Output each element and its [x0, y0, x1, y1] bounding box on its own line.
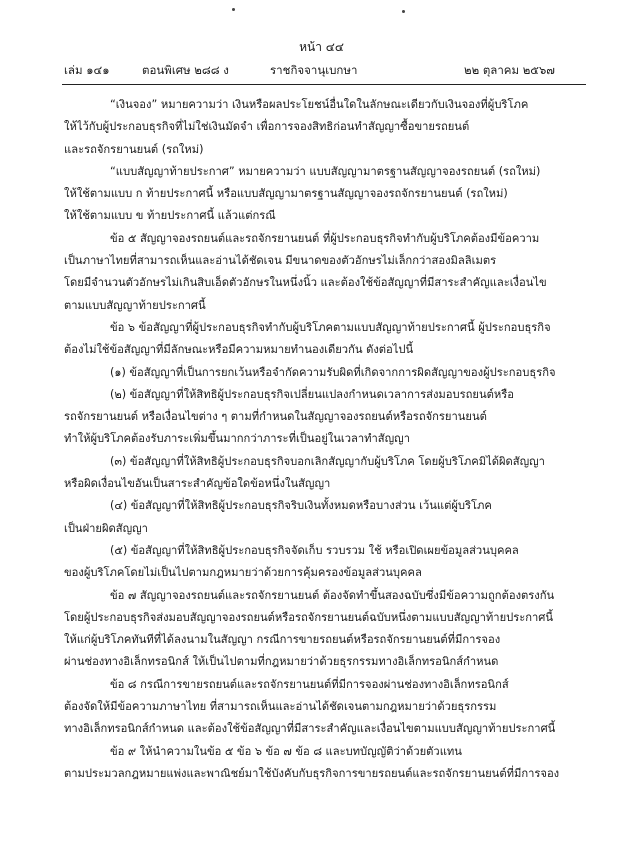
text-line: โดยมีจำนวนตัวอักษรไม่เกินสิบเอ็ดตัวอักษรในหนึ่งนิ้ว และต้องใช้ข้อสัญญาที่มีสาระสำคัญและเงื่อนไข: [64, 276, 547, 290]
text-line: ให้ใช้ตามแบบ ข ท้ายประกาศนี้ แล้วแต่กรณี: [64, 209, 276, 223]
text-line: ข้อ ๕ สัญญาจองรถยนต์และรถจักรยานยนต์ ที่ผู้ประกอบธุรกิจทำกับผู้บริโภคต้องมีข้อความ: [110, 231, 540, 245]
text-line: (๒) ข้อสัญญาที่ให้สิทธิผู้ประกอบธุรกิจเปลี่ยนแปลงกำหนดเวลาการส่งมอบรถยนต์หรือ: [110, 387, 514, 401]
header-rule: [62, 84, 586, 85]
text-line: ทางอิเล็กทรอนิกส์กำหนด และต้องใช้ข้อสัญญาที่มีสาระสำคัญและเงื่อนไขตามแบบสัญญาท้ายประกาศนี้: [64, 722, 556, 736]
text-line: เป็นฝ่ายผิดสัญญา: [64, 521, 148, 535]
text-line: ข้อ ๖ ข้อสัญญาที่ผู้ประกอบธุรกิจทำกับผู้บริโภคตามแบบสัญญาท้ายประกาศนี้ ผู้ประกอบธุรกิจ: [110, 320, 551, 334]
text-line: ต้องจัดให้มีข้อความภาษาไทย ที่สามารถเห็นและอ่านได้ชัดเจนตามกฎหมายว่าด้วยธุรกรรม: [64, 700, 497, 714]
gazette-title: ราชกิจจานุเบกษา: [270, 63, 358, 77]
text-line: ข้อ ๗ สัญญาจองรถยนต์และรถจักรยานยนต์ ต้องจัดทำขึ้นสองฉบับซึ่งมีข้อความถูกต้องตรงกัน: [110, 588, 555, 602]
text-line: ต้องไม่ใช้ข้อสัญญาที่มีลักษณะหรือมีความหมายทำนองเดียวกัน ดังต่อไปนี้: [64, 343, 414, 357]
text-line: ตามแบบสัญญาท้ายประกาศนี้: [64, 298, 206, 312]
text-line: หรือผิดเงื่อนไขอันเป็นสาระสำคัญข้อใดข้อหนึ่งในสัญญา: [64, 477, 331, 491]
volume-number: เล่ม ๑๔๑: [64, 63, 110, 77]
text-line: และรถจักรยานยนต์ (รถใหม่): [64, 142, 204, 156]
text-line: (๑) ข้อสัญญาที่เป็นการยกเว้นหรือจำกัดความรับผิดที่เกิดจากการผิดสัญญาของผู้ประกอบธุรกิจ: [110, 365, 556, 379]
text-line: ผ่านช่องทางอิเล็กทรอนิกส์ ให้เป็นไปตามที่กฎหมายว่าด้วยธุรกรรมทางอิเล็กทรอนิกส์กำหนด: [64, 655, 499, 669]
text-line: ข้อ ๙ ให้นำความในข้อ ๕ ข้อ ๖ ข้อ ๗ ข้อ ๘ และบทบัญญัติว่าด้วยตัวแทน: [110, 744, 462, 758]
text-line: ให้แก่ผู้บริโภคทันทีที่ได้ลงนามในสัญญา กรณีการขายรถยนต์หรือรถจักรยานยนต์ที่มีการจอง: [64, 633, 501, 647]
text-line: “แบบสัญญาท้ายประกาศ” หมายความว่า แบบสัญญามาตรฐานสัญญาจองรถยนต์ (รถใหม่): [110, 164, 541, 178]
text-line: (๔) ข้อสัญญาที่ให้สิทธิผู้ประกอบธุรกิจริบเงินทั้งหมดหรือบางส่วน เว้นแต่ผู้บริโภค: [110, 499, 492, 513]
text-line: ให้ใช้ตามแบบ ก ท้ายประกาศนี้ หรือแบบสัญญามาตรฐานสัญญาจองรถจักรยานยนต์ (รถใหม่): [64, 187, 508, 201]
text-line: “เงินจอง” หมายความว่า เงินหรือผลประโยชน์อื่นใดในลักษณะเดียวกับเงินจองที่ผู้บริโภค: [110, 98, 529, 111]
document-body: [64, 94, 586, 785]
text-line: รถจักรยานยนต์ หรือเงื่อนไขต่าง ๆ ตามที่กำหนดในสัญญาจองรถยนต์หรือรถจักรยานยนต์: [64, 410, 487, 424]
text-line: ทำให้ผู้บริโภคต้องรับภาระเพิ่มขึ้นมากกว่าภาระที่เป็นอยู่ในเวลาทำสัญญา: [64, 432, 410, 446]
text-line: (๕) ข้อสัญญาที่ให้สิทธิผู้ประกอบธุรกิจจัดเก็บ รวบรวม ใช้ หรือเปิดเผยข้อมูลส่วนบุคคล: [110, 543, 519, 557]
text-line: โดยผู้ประกอบธุรกิจส่งมอบสัญญาจองรถยนต์หรือรถจักรยานยนต์ฉบับหนึ่งตามแบบสัญญาท้ายประกาศนี้: [64, 610, 554, 624]
text-line: ตามประมวลกฎหมายแพ่งและพาณิชย์มาใช้บังคับกับธุรกิจการขายรถยนต์และรถจักรยานยนต์ที่มีการจอง: [64, 766, 560, 780]
publication-date: ๒๒ ตุลาคม ๒๕๖๗: [464, 63, 555, 77]
text-line: (๓) ข้อสัญญาที่ให้สิทธิผู้ประกอบธุรกิจบอกเลิกสัญญากับผู้บริโภค โดยผู้บริโภคมิได้ผิดสัญญา: [110, 454, 545, 468]
page-number: หน้า ๔๔: [299, 40, 344, 54]
text-line: ให้ไว้กับผู้ประกอบธุรกิจที่ไม่ใช่เงินมัดจำ เพื่อการจองสิทธิก่อนทำสัญญาซื้อขายรถยนต์: [64, 120, 470, 134]
section-number: ตอนพิเศษ ๒๘๘ ง: [142, 63, 229, 77]
text-line: ข้อ ๘ กรณีการขายรถยนต์และรถจักรยานยนต์ที่มีการจองผ่านช่องทางอิเล็กทรอนิกส์: [110, 677, 509, 691]
scan-speck: [402, 10, 405, 13]
text-line: เป็นภาษาไทยที่สามารถเห็นและอ่านได้ชัดเจน มีขนาดของตัวอักษรไม่เล็กกว่าสองมิลลิเมตร: [64, 254, 497, 268]
scan-speck: [232, 8, 235, 11]
text-line: ของผู้บริโภคโดยไม่เป็นไปตามกฎหมายว่าด้วยการคุ้มครองข้อมูลส่วนบุคคล: [64, 566, 422, 580]
